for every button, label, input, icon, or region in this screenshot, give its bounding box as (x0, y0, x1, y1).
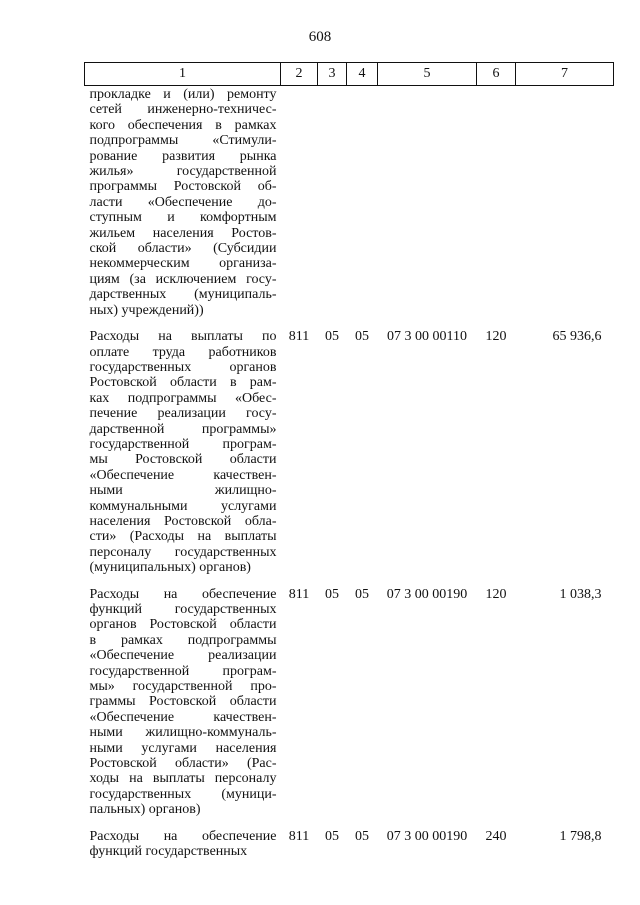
cell-expense-type: 240 (485, 828, 507, 844)
cell-target-article: 07 3 00 00110 (387, 329, 467, 345)
description-line: оплате труда работников (89, 344, 277, 360)
cell-section (318, 86, 347, 329)
description-line: (муниципальных) органов) (89, 560, 251, 576)
table-row (85, 328, 614, 586)
description-line: ных) учреждений)) (89, 302, 204, 318)
description-line: пальных) органов) (89, 802, 201, 818)
description-line: жильем населения Ростов- (89, 225, 277, 241)
column-header-6: 6 (477, 63, 516, 86)
description-line: кого обеспечения в рамках (89, 117, 277, 133)
cell-subsection: 05 (355, 329, 369, 345)
description-line: коммунальными услугами (89, 498, 277, 514)
description-line: программы Ростовской об- (89, 179, 277, 195)
cell-section: 05 (325, 329, 339, 345)
description-line: «Обеспечение качествен- (89, 467, 277, 483)
description-line: мы Ростовской области (89, 452, 277, 468)
description-line: рование развития рынка (89, 148, 277, 164)
description-line: «Обеспечение реализации (89, 648, 277, 664)
column-header-1: 1 (85, 63, 281, 86)
description-line: Ростовской области» (Рас- (89, 756, 277, 772)
table-row (85, 828, 614, 870)
table-body (85, 86, 614, 870)
description-line: в рамках подпрограммы (89, 632, 277, 648)
description-line: населения Ростовской обла- (89, 513, 277, 529)
description-line: «Обеспечение качествен- (89, 709, 277, 725)
cell-amount: 1 798,8 (559, 828, 602, 844)
description-line: сти» (Расходы на выплаты (89, 529, 277, 545)
cell-section: 05 (325, 828, 339, 844)
description-line: подпрограммы «Стимули- (89, 133, 277, 149)
table-row (85, 86, 614, 329)
description-line: некоммерческим организа- (89, 256, 277, 272)
description-line: ными жилищно- (89, 483, 277, 499)
column-header-2: 2 (281, 63, 318, 86)
description-line: печение реализации госу- (89, 406, 277, 422)
description-line: жилья» государственной (89, 164, 277, 180)
cell-subsection: 05 (355, 586, 369, 602)
description-line: функций государственных (89, 844, 248, 860)
column-header-5: 5 (378, 63, 477, 86)
description-line: сетей инженерно-техничес- (89, 102, 277, 118)
cell-target-article: 07 3 00 00190 (386, 828, 468, 844)
cell-expense-type: 120 (485, 329, 507, 345)
table-header-row (85, 63, 614, 86)
description-line: прокладке и (или) ремонту (89, 87, 277, 102)
row-description (85, 328, 281, 586)
budget-table (84, 62, 614, 870)
description-line: Расходы на обеспечение (89, 586, 277, 602)
description-line: дарственных (муниципаль- (89, 287, 277, 303)
description-line: государственных органов (89, 359, 277, 375)
cell-amount: 1 038,3 (559, 586, 602, 602)
row-description (85, 86, 281, 329)
description-line: ской области» (Субсидии (89, 241, 277, 257)
table-row (85, 586, 614, 828)
description-line: Ростовской области в рам- (89, 375, 277, 391)
description-line: ках подпрограммы «Обес- (89, 390, 277, 406)
description-line: государственных (муници- (89, 786, 277, 802)
cell-ministry-code: 811 (288, 828, 310, 844)
cell-ministry-code: 811 (288, 586, 310, 602)
column-header-7: 7 (516, 63, 614, 86)
description-line: дарственной программы» (89, 421, 277, 437)
description-line: государственной програм- (89, 436, 277, 452)
row-description (85, 586, 281, 828)
description-line: мы» государственной про- (89, 679, 277, 695)
cell-amount (516, 86, 614, 329)
description-line: ными услугами населения (89, 740, 277, 756)
cell-subsection: 05 (355, 828, 369, 844)
row-description (85, 828, 281, 870)
description-line: персоналу государственных (89, 544, 277, 560)
description-line: функций государственных (89, 602, 277, 617)
cell-ministry-code (281, 86, 318, 329)
description-line: граммы Ростовской области (89, 694, 277, 710)
page-number: 608 (308, 29, 332, 45)
cell-expense-type: 120 (485, 586, 507, 602)
cell-target-article: 07 3 00 00190 (386, 586, 468, 602)
column-header-3: 3 (318, 63, 347, 86)
description-line: государственной програм- (89, 663, 277, 679)
description-line: ными жилищно-коммуналь- (89, 725, 277, 741)
cell-amount: 65 936,6 (552, 329, 602, 345)
column-header-4: 4 (347, 63, 378, 86)
description-line: Расходы на выплаты по (89, 329, 277, 345)
cell-expense-type (477, 86, 516, 329)
cell-section: 05 (325, 586, 339, 602)
description-line: Расходы на обеспечение (89, 828, 277, 844)
cell-ministry-code: 811 (288, 329, 310, 345)
description-line: ласти «Обеспечение до- (89, 194, 277, 210)
cell-subsection (347, 86, 378, 329)
description-line: циям (за исключением госу- (89, 271, 277, 287)
description-line: ходы на выплаты персоналу (89, 771, 277, 787)
cell-target-article (378, 86, 477, 329)
description-line: ступным и комфортным (89, 210, 277, 226)
description-line: органов Ростовской области (89, 617, 277, 633)
